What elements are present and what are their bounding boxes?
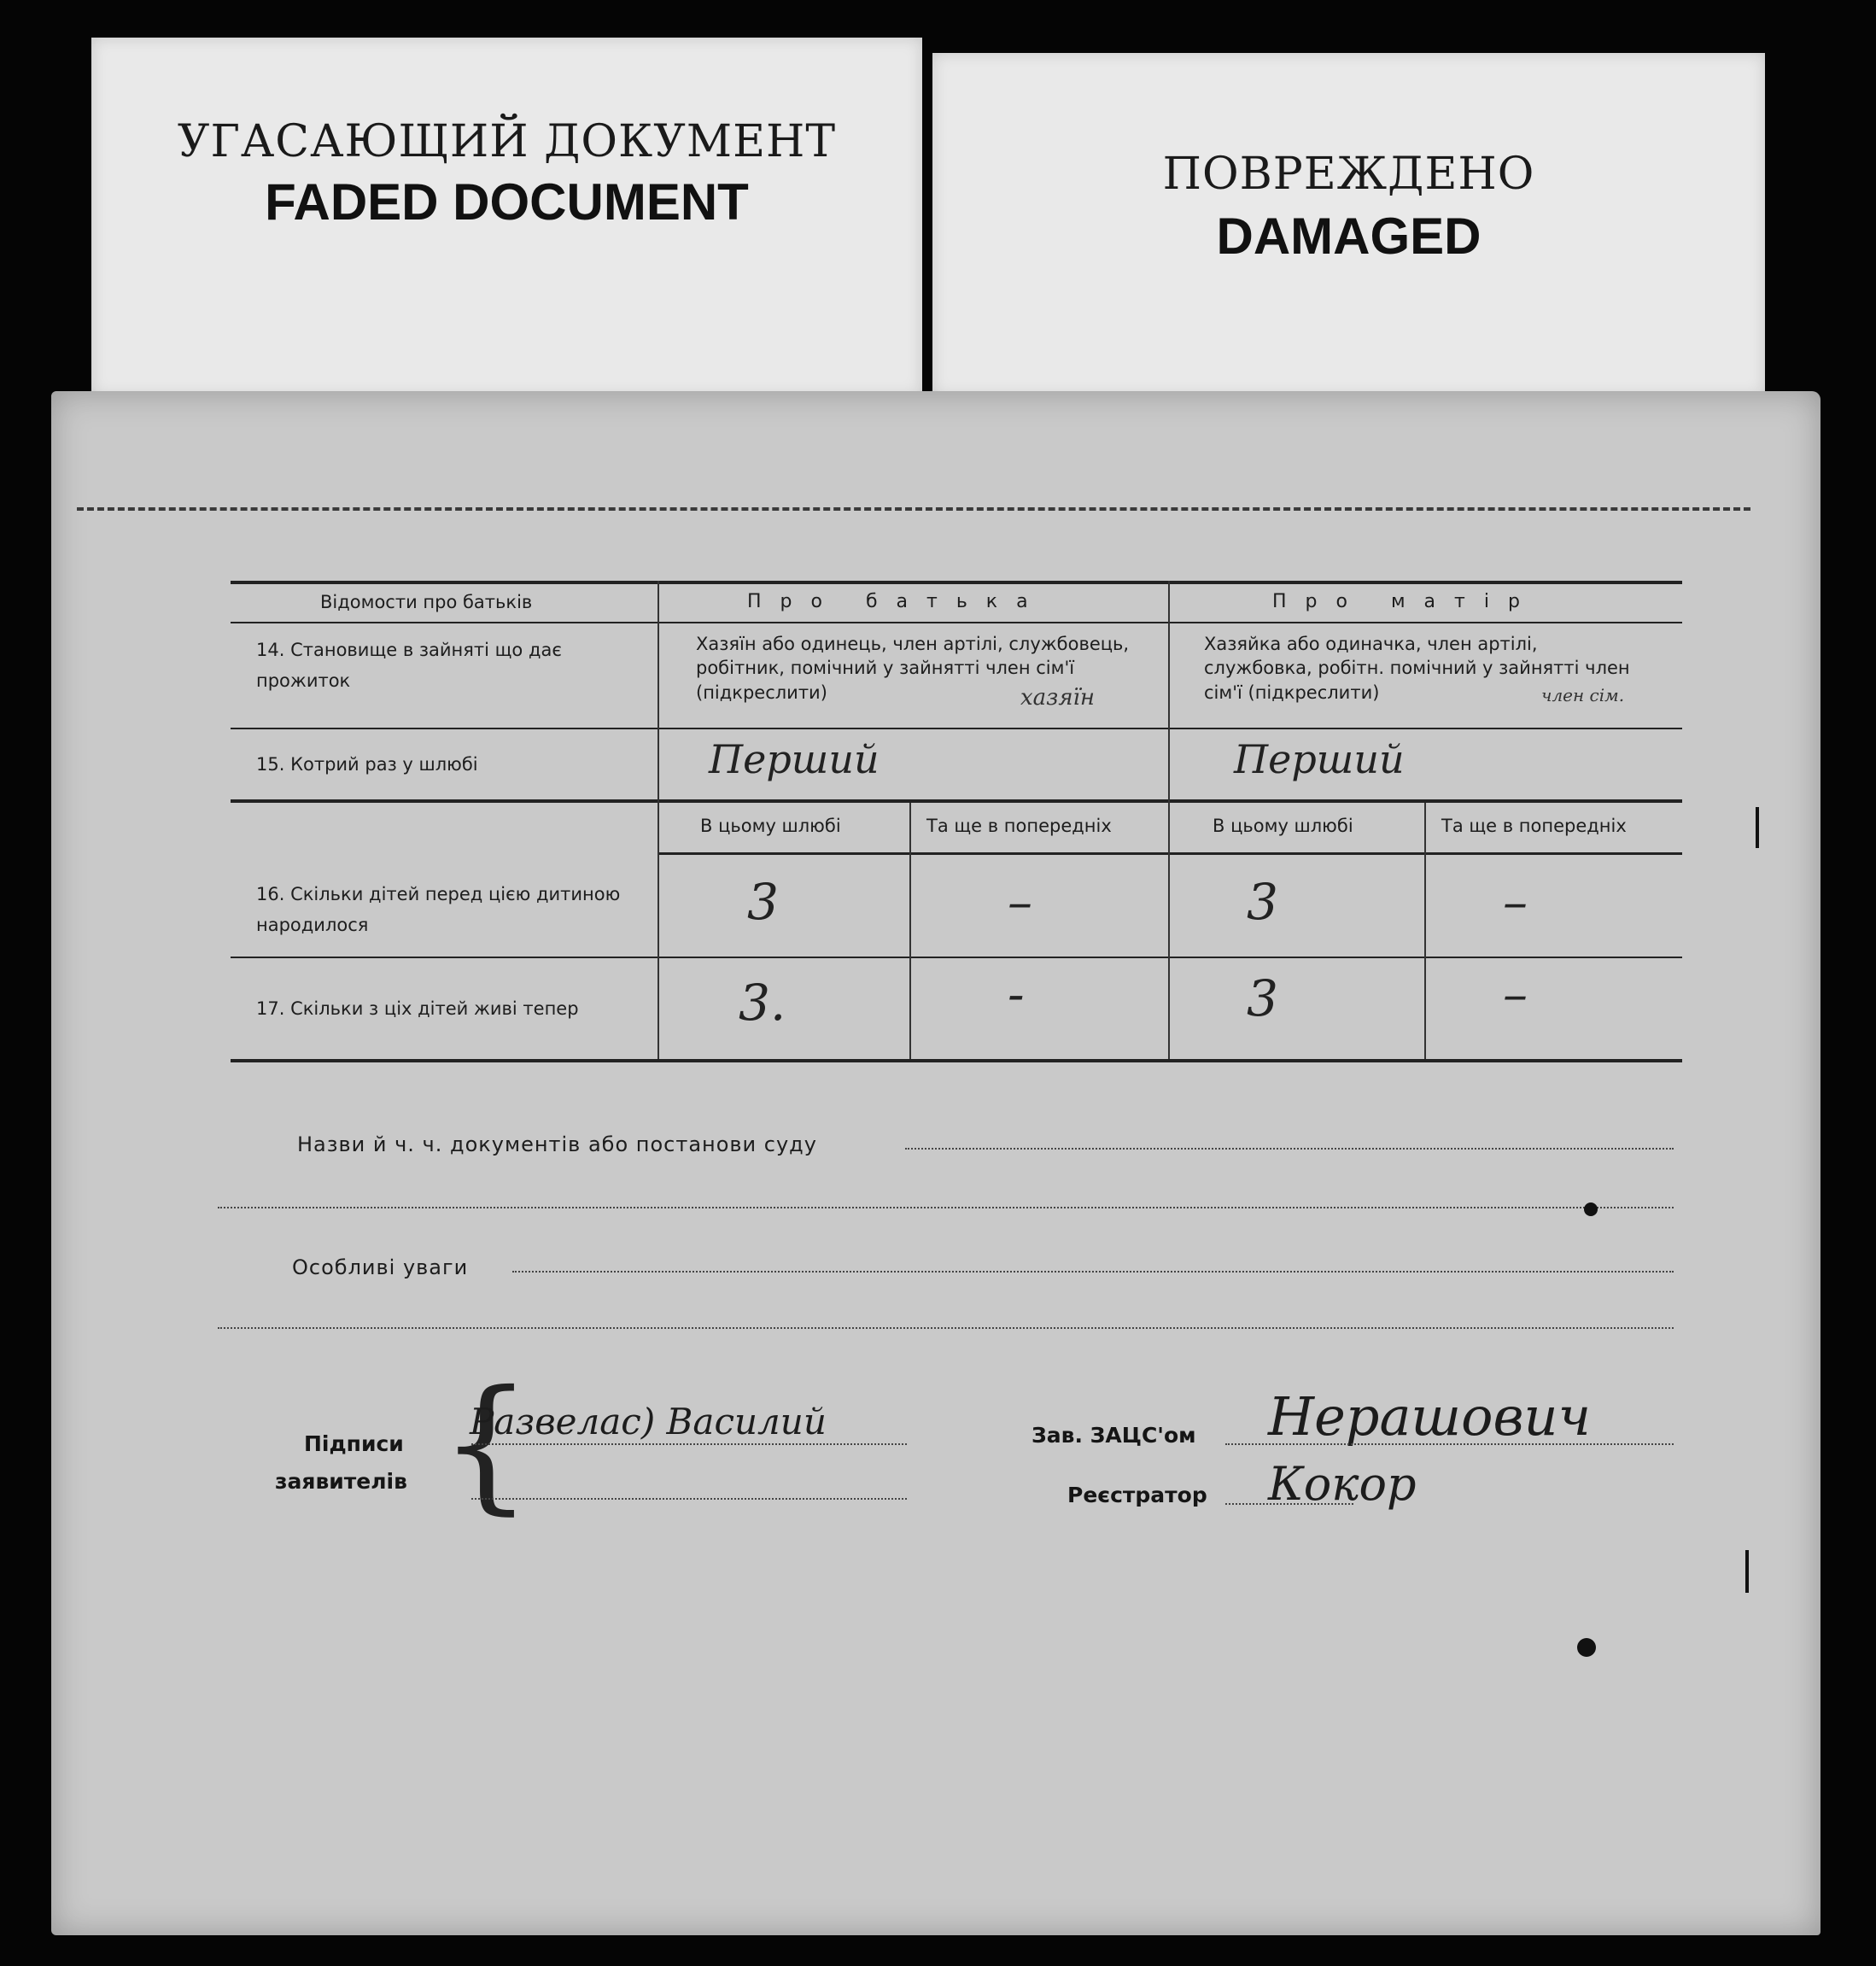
- punch-hole: [1584, 1202, 1598, 1216]
- subhdr-father-previous: Та ще в попередніх: [926, 816, 1112, 836]
- row15-mother-entry: Перший: [1234, 736, 1405, 782]
- faded-label-ru: УГАСАЮЩИЙ ДОКУМЕНТ: [177, 116, 837, 167]
- documents-label: Назви й ч. ч. документів або постанови суду: [297, 1132, 817, 1156]
- row14-father-entry: хазяїн: [1020, 685, 1096, 711]
- registrar-label: Реєстратор: [1067, 1483, 1207, 1507]
- header-parents-info: Відомости про батьків: [320, 592, 533, 612]
- row17-father-this: 3.: [739, 974, 786, 1032]
- head-label: Зав. ЗАЦС'ом: [1032, 1423, 1196, 1448]
- header-mother: Про матір: [1272, 591, 1539, 612]
- signatures-label-line1: Підписи: [304, 1431, 404, 1456]
- record-sheet: [51, 391, 1820, 1935]
- head-signature: Нерашович: [1268, 1385, 1592, 1448]
- row17-father-previous: -: [1008, 965, 1025, 1023]
- row16-father-previous: –: [1008, 873, 1032, 931]
- row17-mother-this: 3: [1247, 969, 1278, 1027]
- subhdr-mother-this: В цьому шлюбі: [1213, 816, 1353, 836]
- registrar-signature: Кокор: [1268, 1457, 1417, 1511]
- row14-mother-options: Хазяйка або одиначка, член артілі, службовка, робітн. помічний у зайнятті член сім'ї (підкреслити): [1204, 634, 1630, 703]
- parents-info-table: [231, 581, 1682, 1059]
- subhdr-mother-previous: Та ще в попередніх: [1441, 816, 1627, 836]
- row16-mother-previous: –: [1503, 873, 1528, 931]
- damaged-label-ru: ПОВРЕЖДЕНО: [1162, 149, 1535, 200]
- subhdr-father-this: В цьому шлюбі: [700, 816, 841, 836]
- row14-label: 14. Становище в зайняті що дає прожиток: [256, 640, 562, 691]
- damaged-label-en: DAMAGED: [1216, 208, 1482, 265]
- signatures-label-line2: заявителів: [275, 1469, 407, 1494]
- row16-mother-this: 3: [1247, 873, 1278, 931]
- punch-hole: [1577, 1638, 1596, 1657]
- row17-label: 17. Скільки з ціх дітей живі тепер: [256, 998, 579, 1019]
- faded-label-en: FADED DOCUMENT: [265, 173, 749, 231]
- row14-mother-entry: член сім.: [1541, 685, 1625, 705]
- row14-father-options: Хазяїн або одинець, член артілі, службовець, робітник, помічний у зайнятті член сім'ї (підкреслити): [696, 634, 1130, 703]
- signatures-brace: {: [440, 1360, 533, 1529]
- damaged-label: [932, 53, 1765, 396]
- row15-father-entry: Перший: [709, 736, 880, 782]
- faded-document-label: [91, 38, 922, 396]
- header-father: Про батька: [747, 591, 1047, 612]
- notes-label: Особливі уваги: [292, 1255, 469, 1279]
- row16-father-this: 3: [747, 873, 779, 931]
- row16-label: 16. Скільки дітей перед цією дитиною народилося: [256, 884, 621, 935]
- row15-label: 15. Котрий раз у шлюбі: [256, 754, 478, 775]
- perforation-line: [77, 507, 1750, 511]
- applicant-signature: Развелас) Василий: [470, 1401, 827, 1442]
- row17-mother-previous: –: [1503, 965, 1528, 1023]
